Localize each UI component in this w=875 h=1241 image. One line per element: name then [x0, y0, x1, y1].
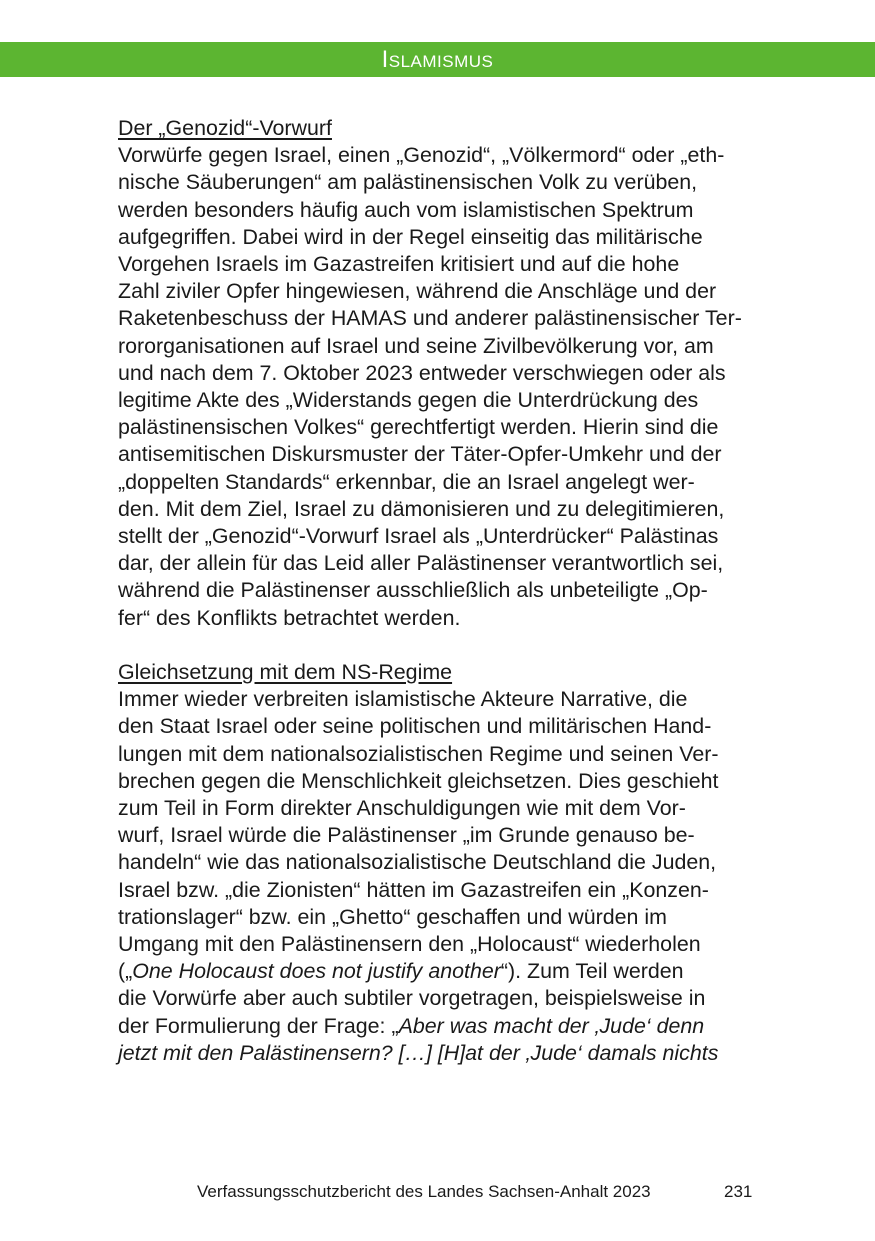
text-line: zum Teil in Form direkter Anschuldigungen wie mit dem Vor-: [118, 796, 686, 821]
text-line: rororganisationen auf Israel und seine Zivilbevölkerung vor, am: [118, 333, 714, 358]
quote-italic-line: jetzt mit den Palästinensern? […] [H]at der ‚Jude‘ damals nichts: [118, 1040, 719, 1065]
text-line-mixed: [118, 958, 758, 985]
section-genozid: [118, 115, 758, 632]
text-fragment: der Formulierung der Frage: „: [118, 1013, 399, 1038]
text-line: und nach dem 7. Oktober 2023 entweder verschwiegen oder als: [118, 360, 726, 385]
text-line: fer“ des Konflikts betrachtet werden.: [118, 605, 461, 630]
page-section-title: Islamismus: [381, 46, 494, 73]
text-line: Vorgehen Israels im Gazastreifen kritisiert und auf die hohe: [118, 252, 680, 277]
section-ns-regime: [118, 659, 758, 1067]
footer-publication: Verfassungsschutzbericht des Landes Sachsen-Anhalt 2023: [197, 1182, 651, 1201]
text-line: trationslager“ bzw. ein „Ghetto“ geschaffen und würden im: [118, 904, 667, 929]
header-band: [0, 42, 875, 77]
text-line: die Vorwürfe aber auch subtiler vorgetragen, beispielsweise in: [118, 986, 706, 1011]
paragraph: [118, 142, 758, 632]
text-line: Zahl ziviler Opfer hingewiesen, während die Anschläge und der: [118, 279, 717, 304]
text-line: stellt der „Genozid“-Vorwurf Israel als „Unterdrücker“ Palästinas: [118, 524, 719, 549]
text-line: „doppelten Standards“ erkennbar, die an Israel angelegt wer-: [118, 469, 695, 494]
text-line: werden besonders häufig auch vom islamistischen Spektrum: [118, 197, 694, 222]
text-line: lungen mit dem nationalsozialistischen Regime und seinen Ver-: [118, 741, 719, 766]
text-line: Vorwürfe gegen Israel, einen „Genozid“, „Völkermord“ oder „eth-: [118, 143, 725, 168]
text-line: den Staat Israel oder seine politischen und militärischen Hand-: [118, 714, 712, 739]
page-number: 231: [724, 1182, 753, 1201]
paragraph: [118, 686, 758, 1067]
text-line: antisemitischen Diskursmuster der Täter-Opfer-Umkehr und der: [118, 442, 722, 467]
text-fragment: („: [118, 959, 133, 984]
body-text: [118, 115, 758, 1067]
text-line: legitime Akte des „Widerstands gegen die Unterdrückung des: [118, 388, 699, 413]
text-line: brechen gegen die Menschlichkeit gleichsetzen. Dies geschieht: [118, 768, 719, 793]
text-line: dar, der allein für das Leid aller Palästinenser verantwortlich sei,: [118, 551, 724, 576]
quote-italic: One Holocaust does not justify another: [132, 959, 501, 984]
text-line: den. Mit dem Ziel, Israel zu dämonisieren und zu delegitimieren,: [118, 496, 725, 521]
section-heading: Der „Genozid“-Vorwurf: [118, 116, 332, 140]
text-line: Umgang mit den Palästinensern den „Holocaust“ wiederholen: [118, 932, 701, 957]
section-spacer: [118, 632, 758, 659]
text-line: palästinensischen Volkes“ gerechtfertigt werden. Hierin sind die: [118, 415, 719, 440]
text-line: Raketenbeschuss der HAMAS und anderer palästinensischer Ter-: [118, 306, 742, 331]
text-line: aufgegriffen. Dabei wird in der Regel einseitig das militärische: [118, 224, 703, 249]
text-line-mixed: [118, 1013, 758, 1040]
text-line: während die Palästinenser ausschließlich als unbeteiligte „Op-: [118, 578, 708, 603]
text-line: handeln“ wie das nationalsozialistische Deutschland die Juden,: [118, 850, 717, 875]
text-line: wurf, Israel würde die Palästinenser „im Grunde genauso be-: [118, 823, 695, 848]
quote-italic: Aber was macht der ‚Jude‘ denn: [398, 1013, 705, 1038]
text-fragment: “). Zum Teil werden: [500, 959, 684, 984]
section-heading: Gleichsetzung mit dem NS-Regime: [118, 660, 453, 685]
text-line: Immer wieder verbreiten islamistische Akteure Narrative, die: [118, 687, 688, 712]
text-line: nische Säuberungen“ am palästinensischen Volk zu verüben,: [118, 170, 698, 195]
text-line: Israel bzw. „die Zionisten“ hätten im Gazastreifen ein „Konzen-: [118, 877, 709, 902]
